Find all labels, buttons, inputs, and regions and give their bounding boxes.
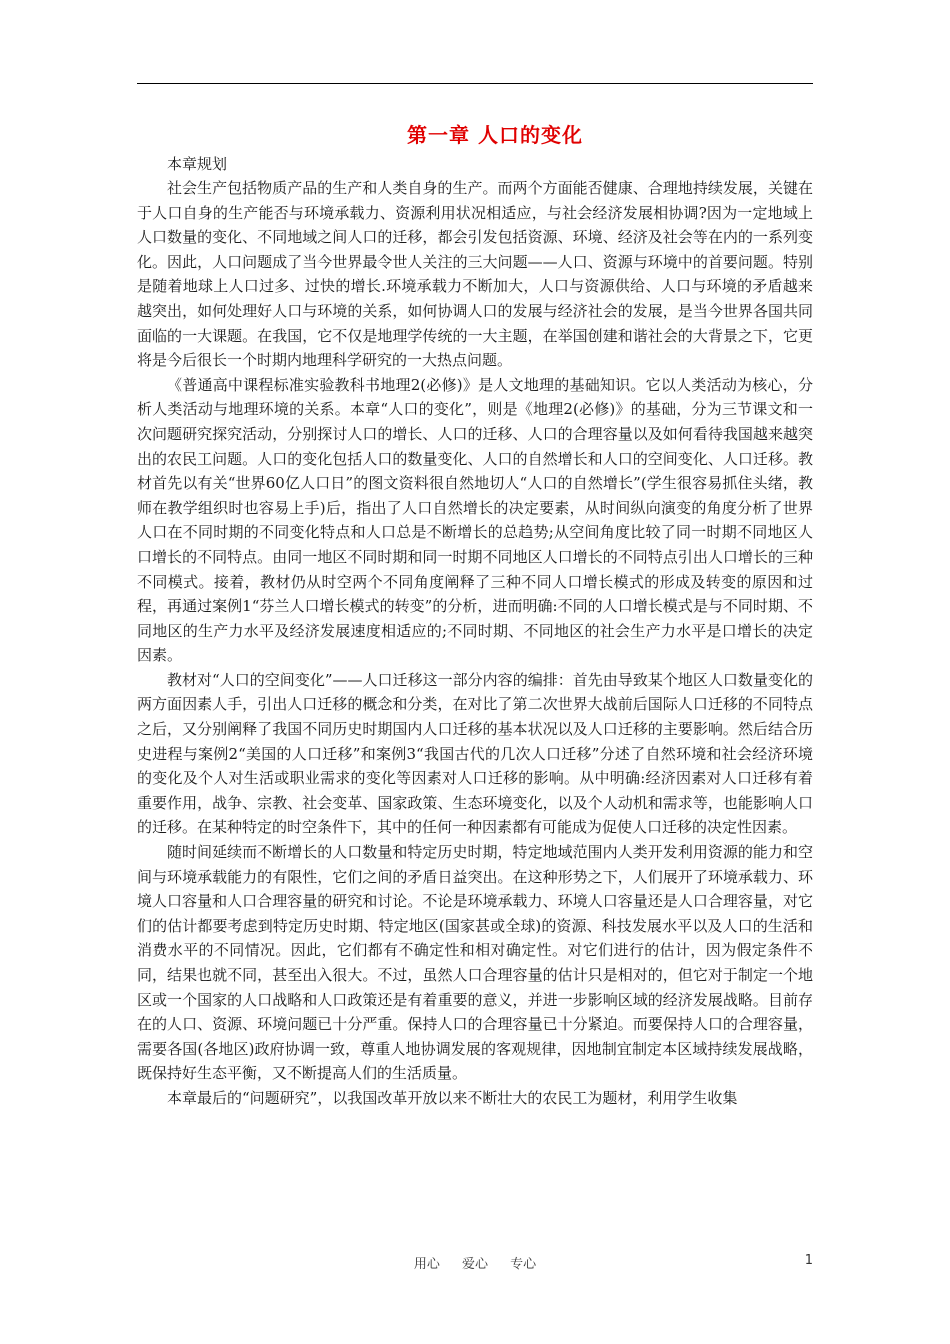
header-rule bbox=[137, 83, 813, 84]
page-content bbox=[137, 118, 813, 1111]
paragraph: 随时间延续而不断增长的人口数量和特定历史时期，特定地域范围内人类开发利用资源的能力和空间与环境承载能力的有限性，它们之间的矛盾日益突出。在这种形势之下，人们展开了环境承载力、环境人口容量和人口合理容量的研究和讨论。不论是环境承载力、环境人口容量还是人口合理容量，对它们的估计都要考虑到特定历史时期、特定地区(国家甚或全球)的资源、科技发展水平以及人口的生活和消费水平的不同情况。因此，它们都有不确定性和相对确定性。对它们进行的估计，因为假定条件不同，结果也就不同，甚至出入很大。不过，虽然人口合理容量的估计只是相对的，但它对于制定一个地区或一个国家的人口战略和人口政策还是有着重要的意义，并进一步影响区域的经济发展战略。目前存在的人口、资源、环境问题已十分严重。保持人口的合理容量已十分紧迫。而要保持人口的合理容量，需要各国(各地区)政府协调一致，尊重人地协调发展的客观规律，因地制宜制定本区域持续发展战略，既保持好生态平衡，又不断提高人们的生活质量。 bbox=[137, 843, 813, 1083]
paragraph: 社会生产包括物质产品的生产和人类自身的生产。而两个方面能否健康、合理地持续发展，关键在于人口自身的生产能否与环境承载力、资源利用状况相适应，与社会经济发展相协调?因为一定地域上人口数量的变化、不同地域之间人口的迁移，都会引发包括资源、环境、经济及社会等在内的一系列变化。因此，人口问题成了当今世界最令世人关注的三大问题——人口、资源与环境中的首要问题。特别是随着地球上人口过多、过快的增长.环境承载力不断加大，人口与资源供给、人口与环境的矛盾越来越突出，如何处理好人口与环境的关系，如何协调人口的发展与经济社会的发展，是当今世界各国共同面临的一大课题。在我国，它不仅是地理学传统的一大主题，在举国创建和谐社会的大背景之下，它更将是今后很长一个时期内地理科学研究的一大热点问题。 bbox=[137, 179, 813, 370]
page-footer bbox=[137, 1253, 813, 1273]
paragraph: 《普通高中课程标准实验教科书地理2(必修)》是人文地理的基础知识。它以人类活动为核心，分析人类活动与地理环境的关系。本章“人口的变化”，则是《地理2(必修)》的基础，分为三节课文和一次问题研究探究活动，分别探讨人口的增长、人口的迁移、人口的合理容量以及如何看待我国越来越突出的农民工问题。人口的变化包括人口的数量变化、人口的自然增长和人口的空间变化、人口迁移。教材首先以有关“世界60亿人口日”的图文资料很自然地切人“人口的自然增长”(学生很容易抓住头绪，教师在教学组织时也容易上手)后，指出了人口自然增长的决定要素，从时间纵向演变的角度分析了世界人口在不同时期的不同变化特点和人口总是不断增长的总趋势;从空间角度比较了同一时期不同地区人口增长的不同特点。由同一地区不同时期和同一时期不同地区人口增长的不同特点引出人口增长的三种不同模式。接着，教材仍从时空两个不同角度阐释了三种不同人口增长模式的形成及转变的原因和过程，再通过案例1“芬兰人口增长模式的转变”的分析，进而明确:不同的人口增长模式是与不同时期、不同地区的生产力水平及经济发展速度相适应的;不同时期、不同地区的社会生产力水平是口增长的决定因素。 bbox=[137, 375, 813, 665]
chapter-title: 第一章 人口的变化 bbox=[407, 123, 583, 147]
paragraph: 本章最后的“问题研究”，以我国改革开放以来不断壮大的农民工为题材，利用学生收集 bbox=[167, 1088, 738, 1107]
paragraph: 教材对“人口的空间变化”——人口迁移这一部分内容的编排：首先由导致某个地区人口数量变化的两方面因素人手，引出人口迁移的概念和分类，在对比了第二次世界大战前后国际人口迁移的不同特点之后，又分别阐释了我国不同历史时期国内人口迁移的基本状况以及人口迁移的主要影响。然后结合历史进程与案例2“美国的人口迁移”和案例3“我国古代的几次人口迁移”分述了自然环境和社会经济环境的变化及个人对生活或职业需求的变化等因素对人口迁移的影响。从中明确:经济因素对人口迁移有着重要作用，战争、宗教、社会变革、国家政策、生态环境变化，以及个人动机和需求等，也能影响人口的迁移。在某种特定的时空条件下，其中的任何一种因素都有可能成为促使人口迁移的决定性因素。 bbox=[137, 670, 813, 837]
page-number: 1 bbox=[804, 1253, 813, 1268]
section-label: 本章规划 bbox=[167, 155, 228, 173]
footer-motto: 用心 爱心 专心 bbox=[413, 1257, 537, 1272]
